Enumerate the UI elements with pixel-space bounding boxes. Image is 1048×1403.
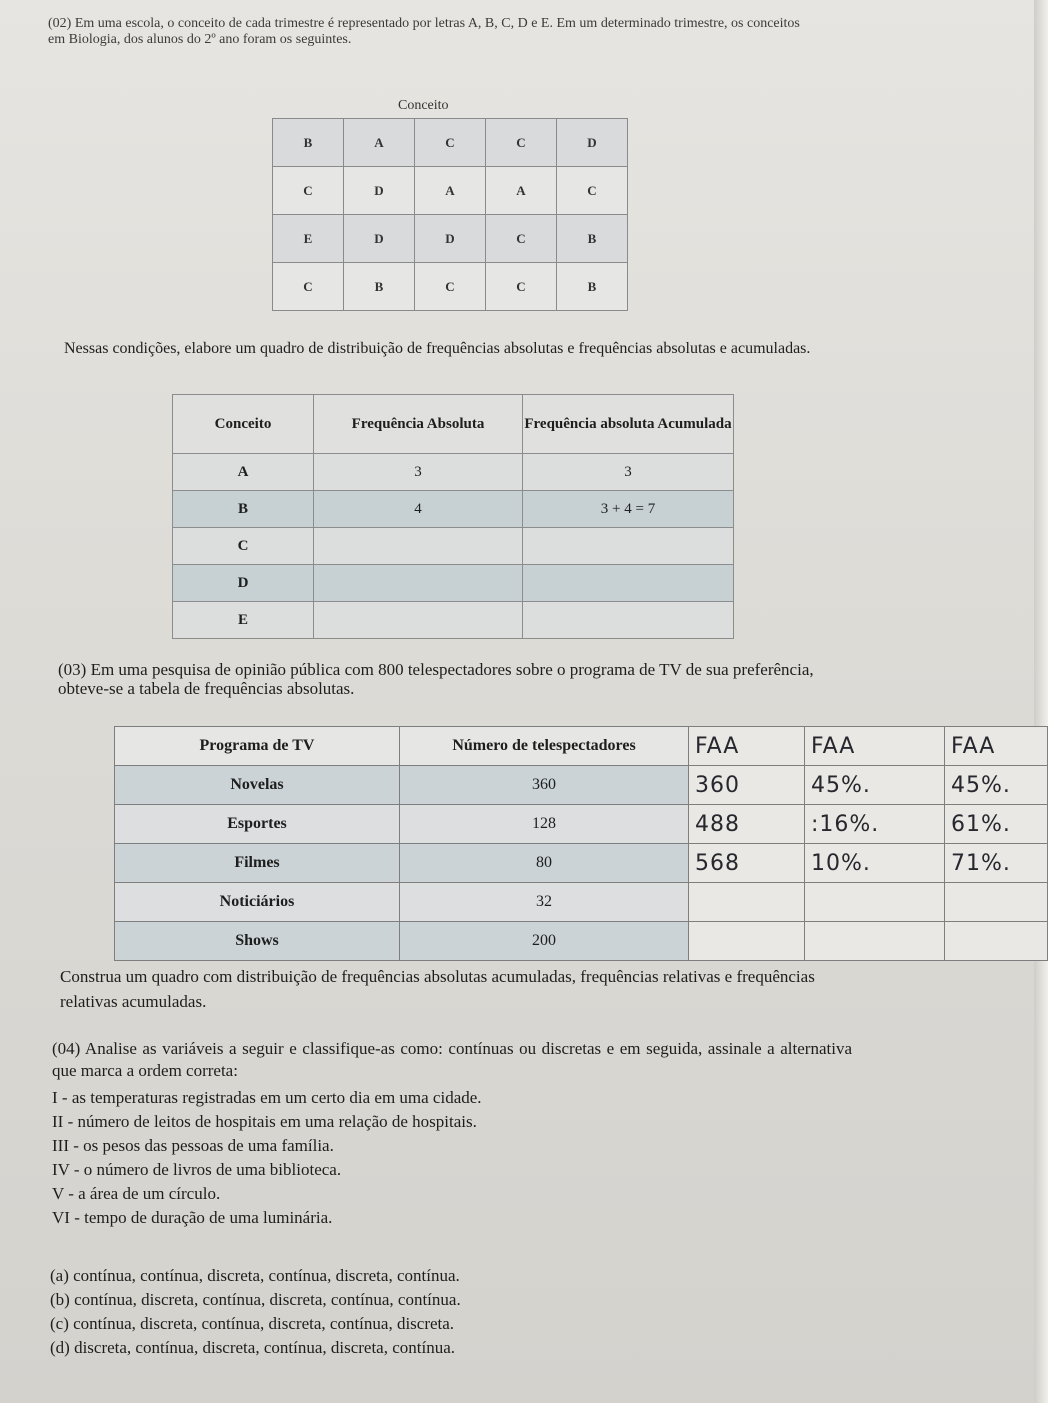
accumulated-cell (523, 602, 734, 639)
table-row (115, 805, 1048, 844)
grid-caption: Conceito (398, 98, 449, 113)
table-row (173, 491, 734, 528)
grid-cell: B (273, 119, 344, 167)
handwritten-cell: 61%. (945, 805, 1048, 844)
absolute-cell: 3 (314, 454, 523, 491)
grid-row (273, 215, 628, 263)
absolute-cell: 4 (314, 491, 523, 528)
handwritten-cell (945, 883, 1048, 922)
grid-cell: C (486, 215, 557, 263)
grid-cell: A (415, 167, 486, 215)
grid-row (273, 263, 628, 311)
handwritten-cell (805, 883, 945, 922)
grid-cell: D (557, 119, 628, 167)
absolute-cell (314, 602, 523, 639)
grid-cell: A (486, 167, 557, 215)
handwritten-cell: 488 (689, 805, 805, 844)
grid-cell: D (344, 215, 415, 263)
concept-grid (272, 118, 628, 311)
table-row (173, 602, 734, 639)
accumulated-cell: 3 + 4 = 7 (523, 491, 734, 528)
list-item: V - a área de um círculo. (52, 1184, 221, 1203)
grid-cell: D (415, 215, 486, 263)
q4-block (52, 1038, 852, 1230)
list-item: VI - tempo de duração de uma luminária. (52, 1208, 333, 1227)
list-item: II - número de leitos de hospitais em uma relação de hospitais. (52, 1112, 477, 1131)
grid-cell: C (557, 167, 628, 215)
concept-cell: E (173, 602, 314, 639)
concept-cell: A (173, 454, 314, 491)
handwritten-cell (945, 922, 1048, 961)
option-b: (b) contínua, discreta, contínua, discreta, contínua, contínua. (50, 1290, 461, 1309)
tv-header-count: Número de telespectadores (400, 727, 689, 766)
grid-cell: C (486, 263, 557, 311)
grid-cell: B (557, 263, 628, 311)
handwritten-header: FAA (689, 727, 805, 766)
program-cell: Esportes (115, 805, 400, 844)
q3-statement: (03) Em uma pesquisa de opinião pública com 800 telespectadores sobre o programa de TV de sua preferência, obteve-se a tabela de frequências absolutas. (58, 660, 814, 698)
tv-program-table (114, 726, 1048, 961)
count-cell: 200 (400, 922, 689, 961)
table-row (115, 844, 1048, 883)
grid-row (273, 167, 628, 215)
frequency-table (172, 394, 734, 639)
freq-header-row (173, 395, 734, 454)
list-item: III - os pesos das pessoas de uma família. (52, 1136, 334, 1155)
absolute-cell (314, 528, 523, 565)
option-c: (c) contínua, discreta, contínua, discreta, contínua, discreta. (50, 1314, 455, 1333)
grid-cell: A (344, 119, 415, 167)
concept-cell: C (173, 528, 314, 565)
freq-header-concept: Conceito (173, 395, 314, 454)
count-cell: 128 (400, 805, 689, 844)
table-row (173, 565, 734, 602)
q3-instruction: Construa um quadro com distribuição de frequências absolutas acumuladas, frequências relativas e frequências relativas acumuladas. (60, 967, 815, 1011)
handwritten-cell: :16%. (805, 805, 945, 844)
handwritten-cell: 568 (689, 844, 805, 883)
grid-cell: E (273, 215, 344, 263)
absolute-cell (314, 565, 523, 602)
grid-cell: D (344, 167, 415, 215)
program-cell: Filmes (115, 844, 400, 883)
q4-statement: (04) Analise as variáveis a seguir e classifique-as como: contínuas ou discretas e em seguida, assinale a alternativa que marca a ordem correta: (52, 1039, 852, 1080)
program-cell: Noticiários (115, 883, 400, 922)
grid-cell: C (415, 119, 486, 167)
q2-instruction: Nessas condições, elabore um quadro de distribuição de frequências absolutas e frequências absolutas e acumuladas. (64, 340, 811, 357)
grid-row (273, 119, 628, 167)
handwritten-cell (689, 922, 805, 961)
grid-cell: C (273, 263, 344, 311)
freq-header-absolute: Frequência Absoluta (314, 395, 523, 454)
tv-header-row (115, 727, 1048, 766)
handwritten-cell: 10%. (805, 844, 945, 883)
grid-cell: B (344, 263, 415, 311)
answer-options (50, 1264, 850, 1360)
program-cell: Shows (115, 922, 400, 961)
q2-statement: (02) Em uma escola, o conceito de cada trimestre é representado por letras A, B, C, D e E. Em um determinado trimestre, os conceitos em Biologia, dos alunos do 2º ano foram os seguintes. (48, 16, 800, 47)
grid-cell: C (273, 167, 344, 215)
accumulated-cell: 3 (523, 454, 734, 491)
table-row (173, 454, 734, 491)
handwritten-cell: 45%. (945, 766, 1048, 805)
tv-header-program: Programa de TV (115, 727, 400, 766)
grid-cell: C (486, 119, 557, 167)
handwritten-header: FAA (805, 727, 945, 766)
program-cell: Novelas (115, 766, 400, 805)
count-cell: 80 (400, 844, 689, 883)
count-cell: 360 (400, 766, 689, 805)
accumulated-cell (523, 528, 734, 565)
list-item: IV - o número de livros de uma biblioteca. (52, 1160, 342, 1179)
handwritten-cell: 360 (689, 766, 805, 805)
handwritten-cell: 71%. (945, 844, 1048, 883)
handwritten-cell (689, 883, 805, 922)
list-item: I - as temperaturas registradas em um certo dia em uma cidade. (52, 1088, 482, 1107)
concept-cell: B (173, 491, 314, 528)
freq-header-accumulated: Frequência absoluta Acumulada (523, 395, 734, 454)
concept-cell: D (173, 565, 314, 602)
handwritten-header: FAA (945, 727, 1048, 766)
option-d: (d) discreta, contínua, discreta, contínua, discreta, contínua. (50, 1338, 456, 1357)
handwritten-cell (805, 922, 945, 961)
accumulated-cell (523, 565, 734, 602)
handwritten-cell: 45%. (805, 766, 945, 805)
table-row (115, 766, 1048, 805)
grid-cell: C (415, 263, 486, 311)
count-cell: 32 (400, 883, 689, 922)
table-row (173, 528, 734, 565)
grid-cell: B (557, 215, 628, 263)
option-a: (a) contínua, contínua, discreta, contínua, discreta, contínua. (50, 1266, 460, 1285)
page-edge (1034, 0, 1048, 1403)
table-row (115, 922, 1048, 961)
table-row (115, 883, 1048, 922)
